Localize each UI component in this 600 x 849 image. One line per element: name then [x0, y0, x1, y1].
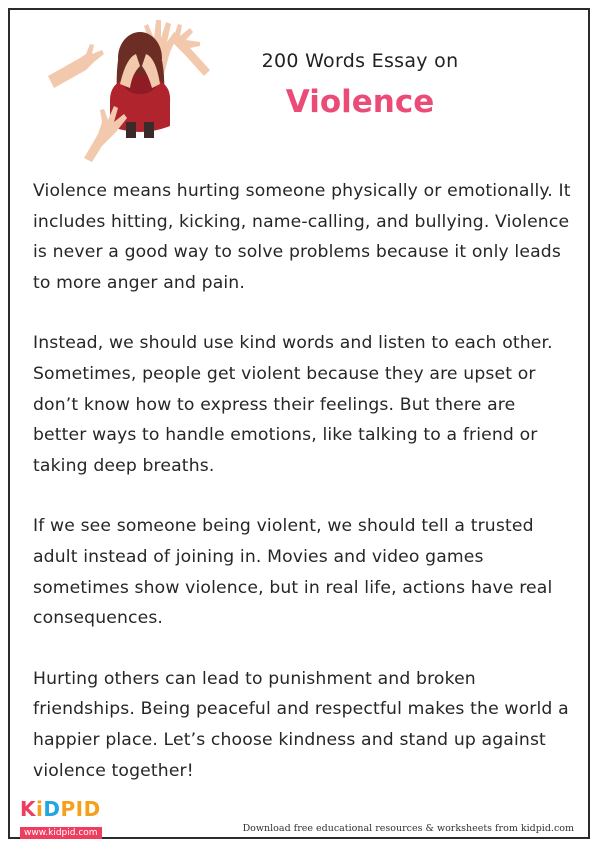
hand-right-icon [172, 24, 210, 76]
footer-note: Download free educational resources & worksheets from kidpid.com [242, 823, 574, 834]
essay-paragraph: Instead, we should use kind words and listen to each other. Sometimes, people get violent because they are upset or don’t know how to express their feelings. But there are better ways to handle emotions, like talking to a friend or taking deep breaths. [33, 333, 553, 476]
hand-left-icon [48, 44, 104, 88]
girl-with-hands-illustration [40, 14, 230, 164]
logo-letter-d: D [43, 797, 61, 821]
kidpid-logo [20, 797, 120, 838]
essay-subtitle: 200 Words Essay on [261, 50, 459, 72]
kidpid-wordmark [20, 798, 120, 820]
logo-letter-k: K [20, 797, 36, 821]
essay-paragraph: Hurting others can lead to punishment and broken friendships. Being peaceful and respectful makes the world a happier place. Let’s choose kindness and stand up against violence together! [33, 668, 569, 781]
logo-letter-i: i [36, 797, 44, 821]
essay-title: Violence [285, 84, 435, 120]
brand-url: www.kidpid.com [20, 827, 102, 839]
essay-paragraph: If we see someone being violent, we should tell a trusted adult instead of joining in. Movies and video games sometimes show violence, but in real life, actions have real consequences. [33, 516, 553, 629]
essay-body [33, 176, 573, 816]
logo-letters-pid: PID [60, 797, 101, 821]
essay-paragraph: Violence means hurting someone physically or emotionally. It includes hitting, kicking, name-calling, and bullying. Violence is never a good way to solve problems because it only leads to more anger and pain. [33, 181, 571, 293]
